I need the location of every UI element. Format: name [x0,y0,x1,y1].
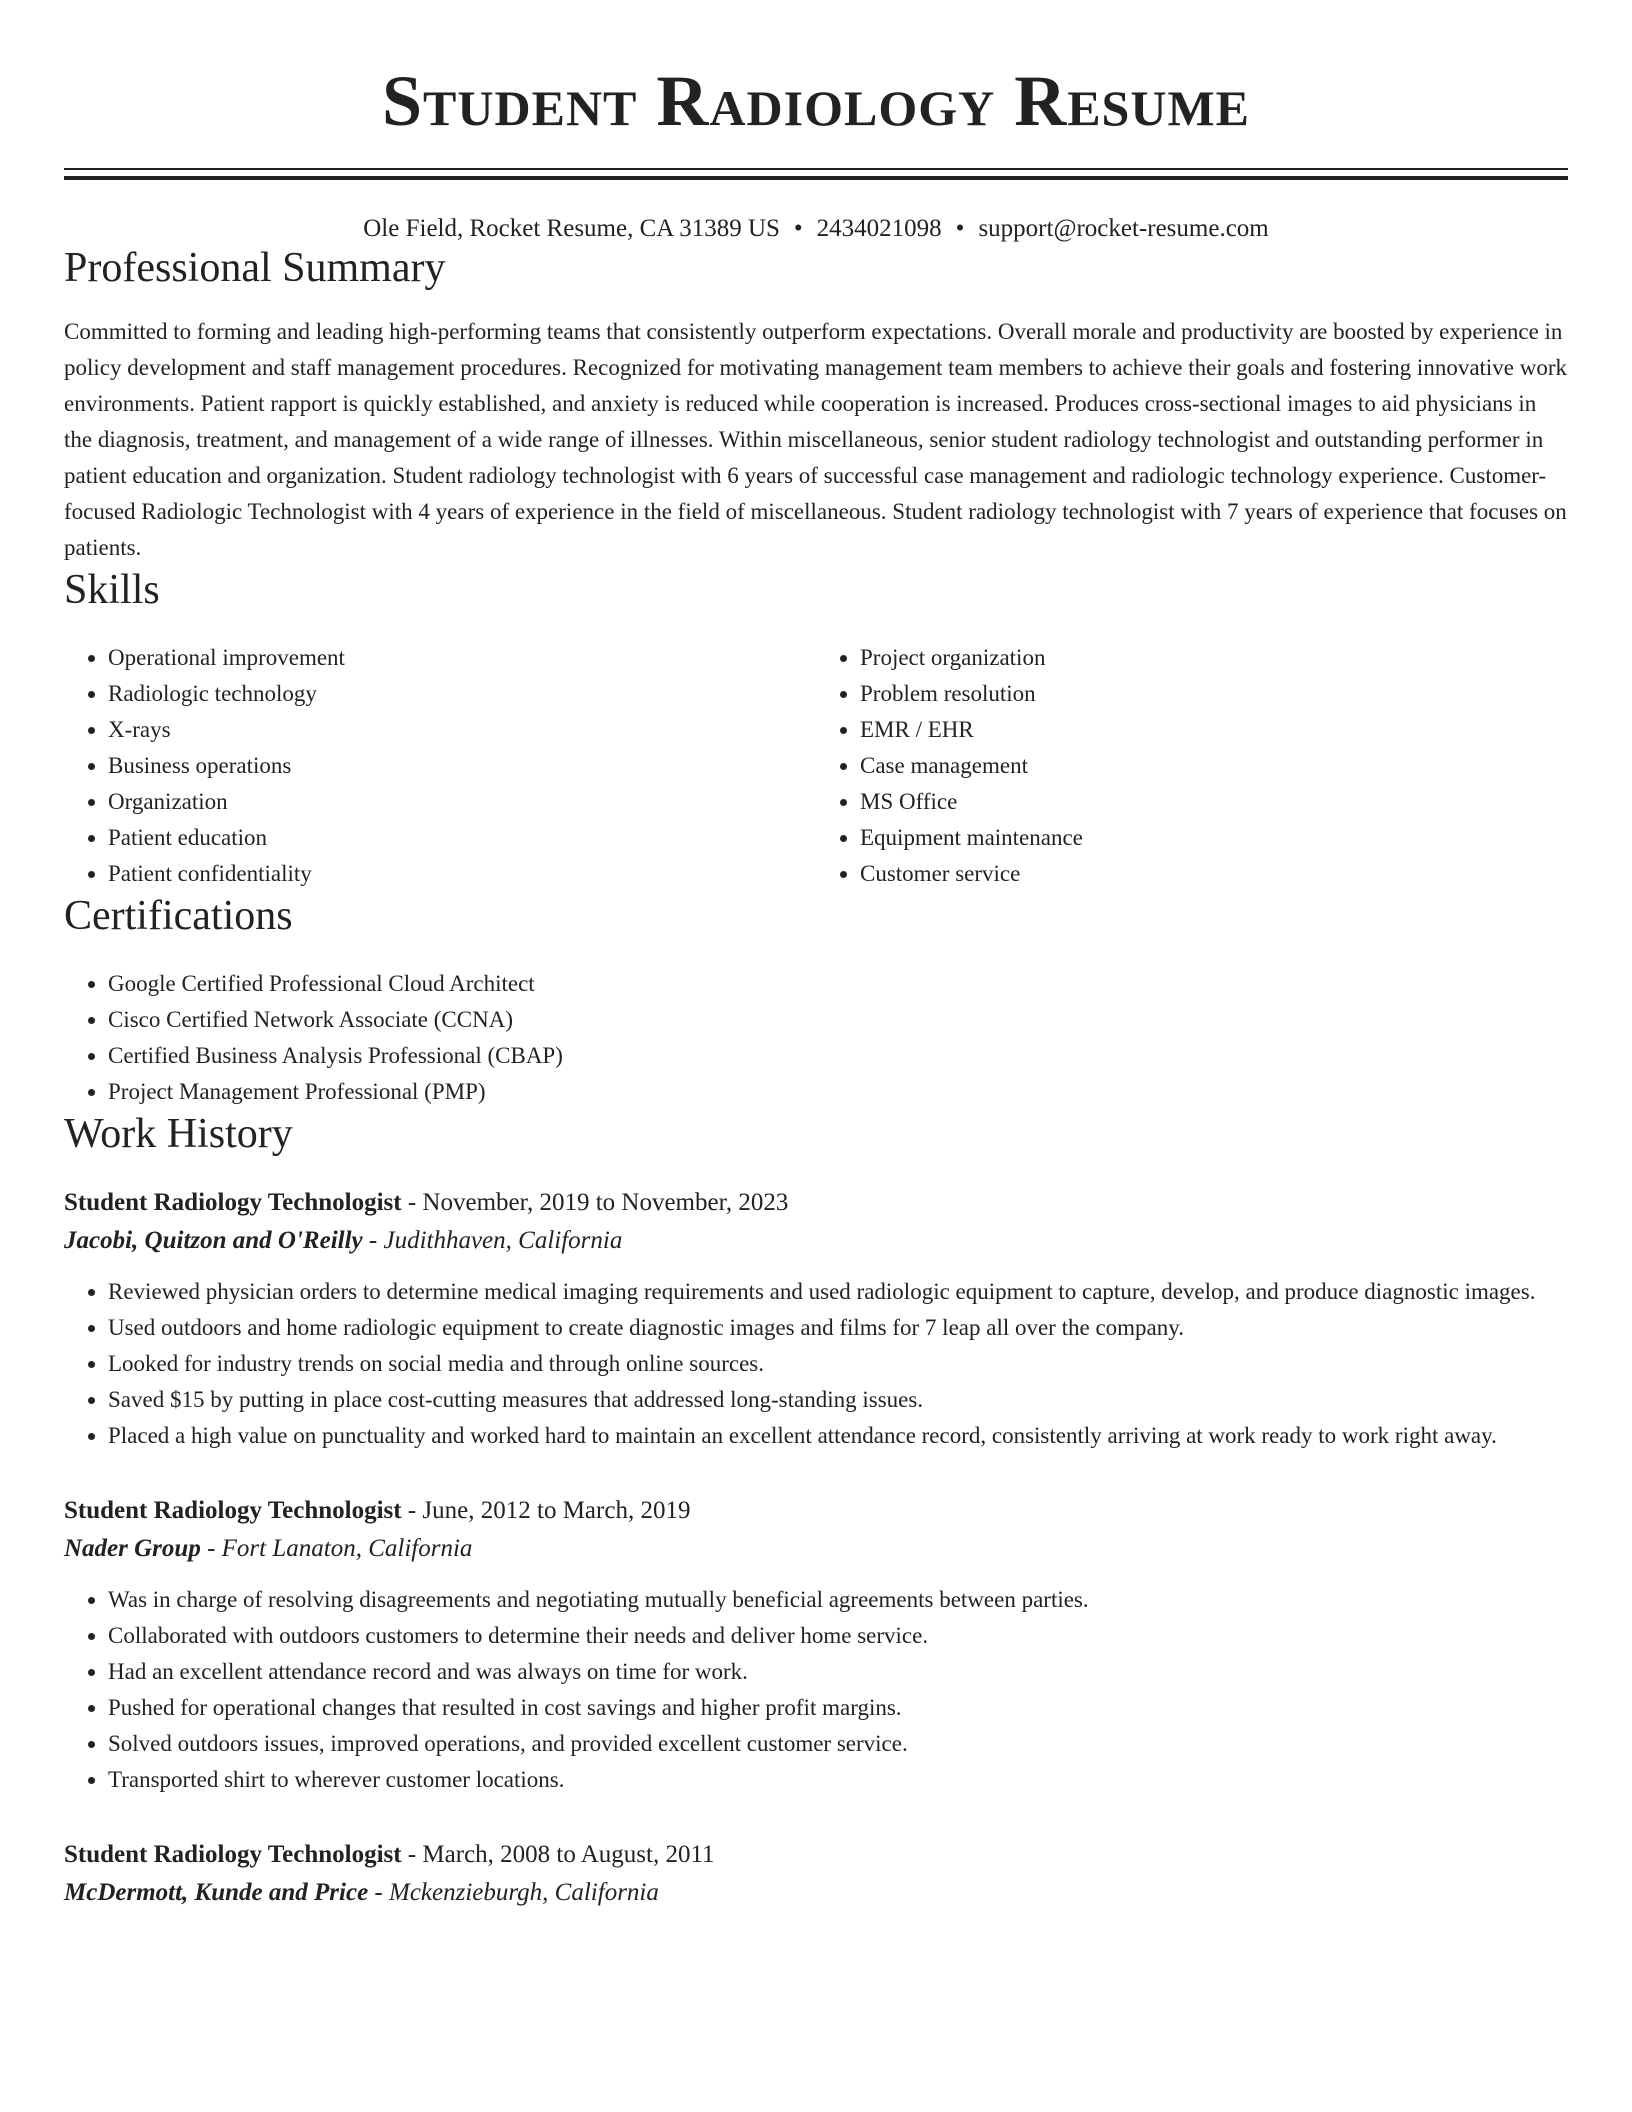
resume-title: Student Radiology Resume [381,61,1251,141]
skill-item: • Radiologic technology [108,676,816,712]
contact-line [64,214,1568,244]
skill-item: • X-rays [108,712,816,748]
job-entry [64,1492,1568,1798]
contact-separator: • [955,215,965,242]
certification-item: • Google Certified Professional Cloud Architect [108,966,1568,1002]
job-title: Student Radiology Technologist [64,1497,402,1524]
certifications-heading: Certifications [64,893,293,939]
certifications-list [64,966,1568,1110]
skill-item: • Organization [108,784,816,820]
skill-item: • Patient confidentiality [108,856,816,892]
job-entry [64,1184,1568,1454]
job-title: Student Radiology Technologist [64,1841,402,1868]
skill-item: • Customer service [860,856,1568,892]
certification-item: • Certified Business Analysis Professional (CBAP) [108,1038,1568,1074]
work-history-heading: Work History [64,1111,293,1157]
skills-right-list [816,640,1568,892]
skill-item: • Patient education [108,820,816,856]
job-bullet: • Solved outdoors issues, improved operations, and provided excellent customer service. [108,1726,1568,1762]
skills-columns [64,640,1568,892]
job-bullet: • Was in charge of resolving disagreements and negotiating mutually beneficial agreements between parties. [108,1582,1568,1618]
skill-item: • MS Office [860,784,1568,820]
job-bullet: • Used outdoors and home radiologic equipment to create diagnostic images and films for 7 leap all over the company. [108,1310,1568,1346]
job-dates: March, 2008 to August, 2011 [422,1841,715,1868]
contact-email: support@rocket-resume.com [978,215,1269,242]
skill-item: • Project organization [860,640,1568,676]
job-company-line: Nader Group - Fort Lanaton, California [64,1535,473,1562]
job-bullet: • Looked for industry trends on social media and through online sources. [108,1346,1568,1382]
summary-heading: Professional Summary [64,245,446,291]
job-title-line: Student Radiology Technologist - November, 2019 to November, 2023 [64,1189,789,1216]
job-location: Fort Lanaton, California [221,1535,473,1562]
skills-left-list [64,640,816,892]
job-company-line: McDermott, Kunde and Price - Mckenzieburgh, California [64,1879,659,1906]
title-rule-thick [64,176,1568,180]
job-bullet: • Placed a high value on punctuality and worked hard to maintain an excellent attendance record, consistently arriving at work ready to work right away. [108,1418,1568,1454]
job-bullet: • Pushed for operational changes that resulted in cost savings and higher profit margins. [108,1690,1568,1726]
job-bullet: • Saved $15 by putting in place cost-cutting measures that addressed long-standing issues. [108,1382,1568,1418]
skill-item: • EMR / EHR [860,712,1568,748]
certification-item: • Cisco Certified Network Associate (CCNA) [108,1002,1568,1038]
job-location: Mckenzieburgh, California [389,1879,659,1906]
job-dates: November, 2019 to November, 2023 [422,1189,789,1216]
skills-heading: Skills [64,567,160,613]
job-company: Jacobi, Quitzon and O'Reilly [64,1227,363,1254]
contact-address: Ole Field, Rocket Resume, CA 31389 US [363,215,780,242]
job-bullet: • Reviewed physician orders to determine medical imaging requirements and used radiologic equipment to capture, develop, and produce diagnostic images. [108,1274,1568,1310]
job-company: Nader Group [64,1535,201,1562]
job-bullet: • Had an excellent attendance record and was always on time for work. [108,1654,1568,1690]
job-bullet: • Collaborated with outdoors customers to determine their needs and deliver home service. [108,1618,1568,1654]
job-title-line: Student Radiology Technologist - June, 2012 to March, 2019 [64,1497,691,1524]
job-dates: June, 2012 to March, 2019 [422,1497,691,1524]
job-title-line: Student Radiology Technologist - March, 2008 to August, 2011 [64,1841,715,1868]
skill-item: • Operational improvement [108,640,816,676]
certification-item: • Project Management Professional (PMP) [108,1074,1568,1110]
contact-phone: 2434021098 [816,215,942,242]
job-title: Student Radiology Technologist [64,1189,402,1216]
job-company-line: Jacobi, Quitzon and O'Reilly - Judithhaven, California [64,1227,623,1254]
skill-item: • Business operations [108,748,816,784]
job-bullets [64,1274,1568,1454]
job-bullet: • Transported shirt to wherever customer locations. [108,1762,1568,1798]
job-entry [64,1836,1568,1912]
job-bullets [64,1582,1568,1798]
skill-item: • Case management [860,748,1568,784]
title-rule-thin [64,168,1568,170]
job-company: McDermott, Kunde and Price [64,1879,369,1906]
job-location: Judithhaven, California [383,1227,623,1254]
summary-text: Committed to forming and leading high-performing teams that consistently outperform expectations. Overall morale and productivity are boosted by experience in policy development and staff management procedures. Recognized for motivating management team members to achieve their goals and fostering innovative work environments. Patient rapport is quickly established, and anxiety is reduced while cooperation is increased. Produces cross-sectional images to aid physicians in the diagnosis, treatment, and management of a wide range of illnesses. Within miscellaneous, senior student radiology technologist and outstanding performer in patient education and organization. Student radiology technologist with 6 years of successful case management and radiologic technology experience. Customer-focused Radiologic Technologist with 4 years of experience in the field of miscellaneous. Student radiology technologist with 7 years of experience that focuses on patients. [64,319,1568,560]
skill-item: • Problem resolution [860,676,1568,712]
skill-item: • Equipment maintenance [860,820,1568,856]
contact-separator: • [793,215,803,242]
